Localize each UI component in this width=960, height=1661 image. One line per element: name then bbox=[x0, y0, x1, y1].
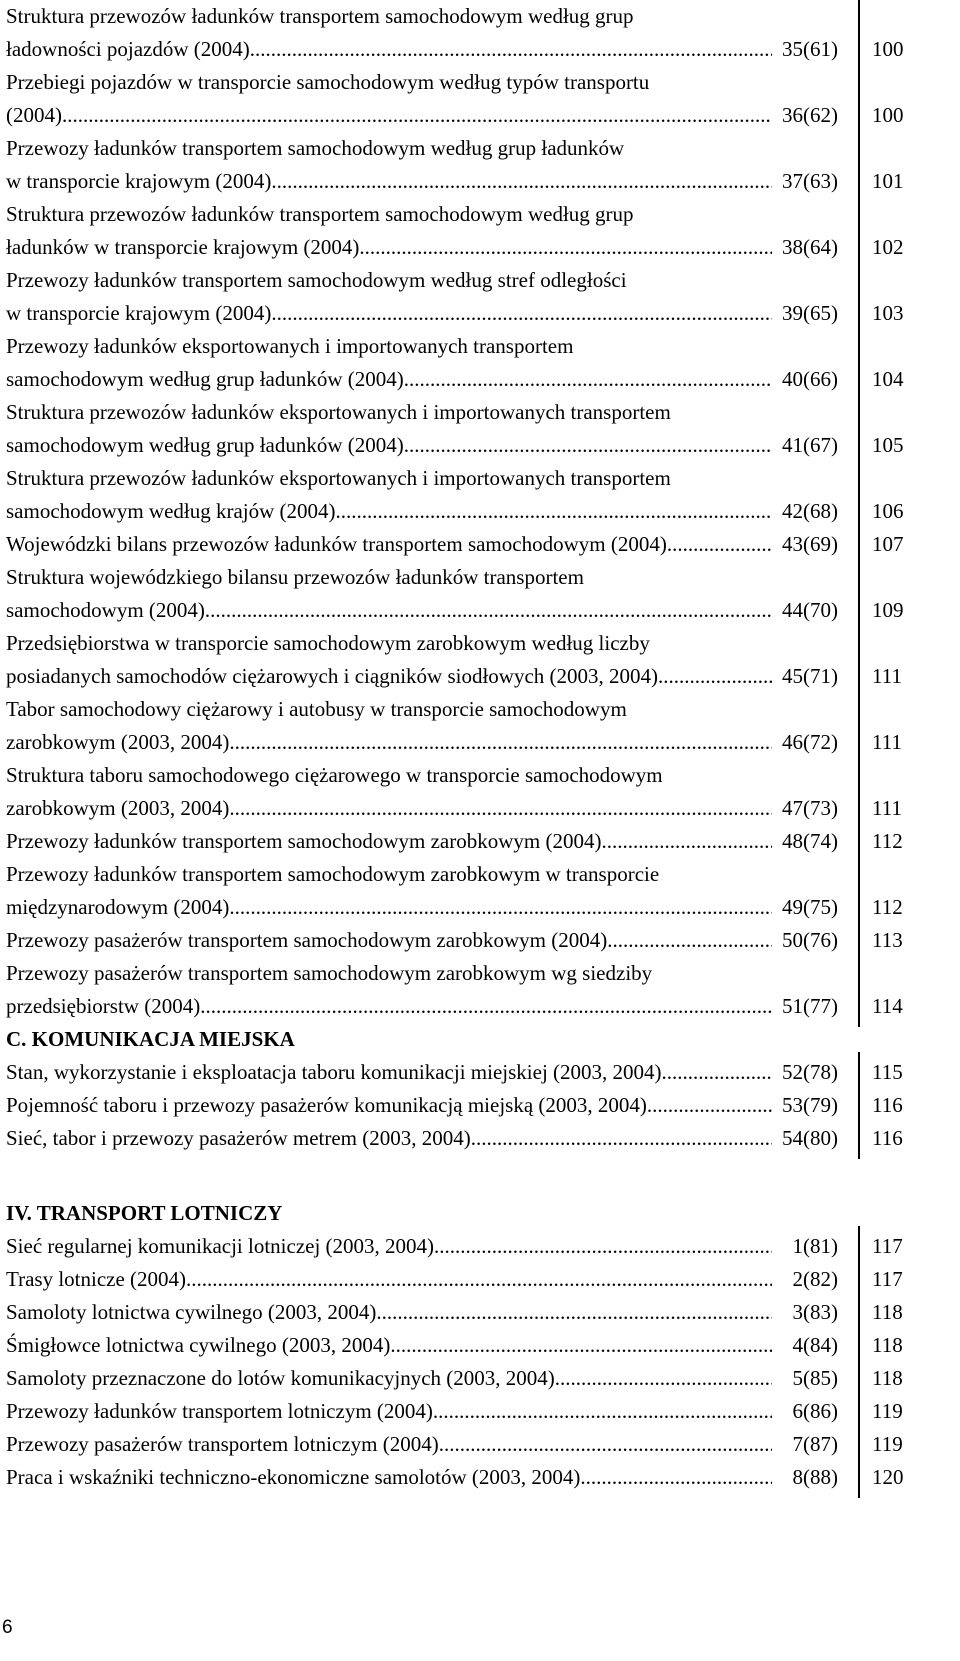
dot-leader bbox=[376, 1296, 772, 1329]
page-ref: 104 bbox=[872, 367, 904, 391]
toc-entry bbox=[0, 693, 960, 759]
entry-title: Struktura przewozów ładunków eksportowanych i importowanych transportem bbox=[6, 400, 671, 424]
entry-title: Przewozy ładunków transportem lotniczym (2004) bbox=[6, 1399, 433, 1423]
toc-entry bbox=[0, 0, 960, 66]
toc-entry bbox=[0, 198, 960, 264]
entry-title: ładowności pojazdów (2004) bbox=[6, 37, 250, 61]
table-number: 6(86) bbox=[792, 1399, 838, 1423]
table-number: 49(75) bbox=[782, 895, 838, 919]
toc-entry bbox=[0, 264, 960, 330]
toc-entry bbox=[0, 66, 960, 132]
table-number: 5(85) bbox=[792, 1366, 838, 1390]
toc-entry bbox=[0, 627, 960, 693]
entry-title: Struktura przewozów ładunków transportem samochodowym według grup bbox=[6, 202, 634, 226]
table-number: 53(79) bbox=[782, 1093, 838, 1117]
entry-title: Przedsiębiorstwa w transporcie samochodowym zarobkowym według liczby bbox=[6, 631, 650, 655]
column-divider bbox=[858, 1052, 860, 1159]
toc-entry bbox=[0, 1122, 960, 1155]
table-number: 35(61) bbox=[782, 37, 838, 61]
dot-leader bbox=[434, 1230, 772, 1263]
entry-title: Przewozy ładunków eksportowanych i importowanych transportem bbox=[6, 334, 574, 358]
section-heading: C. KOMUNIKACJA MIEJSKA bbox=[6, 1027, 295, 1051]
dot-leader bbox=[271, 165, 772, 198]
page-ref: 117 bbox=[872, 1267, 903, 1291]
table-number: 45(71) bbox=[782, 664, 838, 688]
entry-title: samochodowym (2004) bbox=[6, 598, 205, 622]
table-number: 50(76) bbox=[782, 928, 838, 952]
entry-title: przedsiębiorstw (2004) bbox=[6, 994, 201, 1018]
table-number: 39(65) bbox=[782, 301, 838, 325]
toc-entry bbox=[0, 1056, 960, 1089]
page-ref: 114 bbox=[872, 994, 903, 1018]
table-number: 3(83) bbox=[792, 1300, 838, 1324]
page-ref: 116 bbox=[872, 1126, 903, 1150]
table-number: 41(67) bbox=[782, 433, 838, 457]
dot-leader bbox=[580, 1461, 772, 1494]
table-number: 4(84) bbox=[792, 1333, 838, 1357]
table-number: 47(73) bbox=[782, 796, 838, 820]
dot-leader bbox=[433, 1395, 772, 1428]
page-ref: 102 bbox=[872, 235, 904, 259]
entry-title: Samoloty lotnictwa cywilnego (2003, 2004) bbox=[6, 1300, 377, 1324]
table-number: 54(80) bbox=[782, 1126, 838, 1150]
toc-entry bbox=[0, 759, 960, 825]
toc-entry bbox=[0, 330, 960, 396]
toc-entry bbox=[0, 1461, 960, 1494]
table-number: 42(68) bbox=[782, 499, 838, 523]
table-number: 7(87) bbox=[792, 1432, 838, 1456]
toc-section bbox=[0, 1197, 960, 1494]
entry-title: Pojemność taboru i przewozy pasażerów komunikacją miejską (2003, 2004) bbox=[6, 1093, 647, 1117]
dot-leader bbox=[271, 297, 772, 330]
page-ref: 105 bbox=[872, 433, 904, 457]
dot-leader bbox=[250, 33, 772, 66]
page-ref: 111 bbox=[872, 730, 902, 754]
entry-title: międzynarodowym (2004) bbox=[6, 895, 230, 919]
toc-entry bbox=[0, 528, 960, 561]
entry-title: Sieć, tabor i przewozy pasażerów metrem (2003, 2004) bbox=[6, 1126, 471, 1150]
entry-title: zarobkowym (2003, 2004) bbox=[6, 796, 230, 820]
page-ref: 118 bbox=[872, 1333, 903, 1357]
page-ref: 118 bbox=[872, 1300, 903, 1324]
toc-entry bbox=[0, 561, 960, 627]
toc-entry bbox=[0, 132, 960, 198]
page-ref: 111 bbox=[872, 796, 902, 820]
page-ref: 112 bbox=[872, 829, 903, 853]
table-number: 38(64) bbox=[782, 235, 838, 259]
entry-title: samochodowym według grup ładunków (2004) bbox=[6, 433, 404, 457]
toc-entry bbox=[0, 924, 960, 957]
entry-title: ładunków w transporcie krajowym (2004) bbox=[6, 235, 360, 259]
dot-leader bbox=[186, 1263, 772, 1296]
toc-entry bbox=[0, 1395, 960, 1428]
entry-title: Przewozy pasażerów transportem samochodowym zarobkowym wg siedziby bbox=[6, 961, 653, 985]
dot-leader bbox=[229, 792, 772, 825]
dot-leader bbox=[404, 363, 772, 396]
entry-title: Struktura wojewódzkiego bilansu przewozów ładunków transportem bbox=[6, 565, 584, 589]
dot-leader bbox=[404, 429, 772, 462]
table-number: 40(66) bbox=[782, 367, 838, 391]
dot-leader bbox=[555, 1362, 772, 1395]
toc-entry bbox=[0, 858, 960, 924]
toc-entries bbox=[0, 1056, 960, 1155]
entry-title: w transporcie krajowym (2004) bbox=[6, 301, 272, 325]
entry-title: Struktura przewozów ładunków transportem samochodowym według grup bbox=[6, 4, 634, 28]
toc-entry bbox=[0, 1230, 960, 1263]
table-number: 36(62) bbox=[782, 103, 838, 127]
entry-title: Struktura taboru samochodowego ciężarowego w transporcie samochodowym bbox=[6, 763, 663, 787]
dot-leader bbox=[229, 726, 772, 759]
toc-entry bbox=[0, 396, 960, 462]
entry-title: Tabor samochodowy ciężarowy i autobusy w transporcie samochodowym bbox=[6, 697, 627, 721]
entry-title: samochodowym według krajów (2004) bbox=[6, 499, 336, 523]
toc-entry bbox=[0, 1089, 960, 1122]
page-ref: 113 bbox=[872, 928, 903, 952]
page-ref: 116 bbox=[872, 1093, 903, 1117]
page-ref: 106 bbox=[872, 499, 904, 523]
column-divider bbox=[858, 0, 860, 1027]
table-number: 37(63) bbox=[782, 169, 838, 193]
toc-entries bbox=[0, 1230, 960, 1494]
table-number: 43(69) bbox=[782, 532, 838, 556]
entry-title: Samoloty przeznaczone do lotów komunikacyjnych (2003, 2004) bbox=[6, 1366, 555, 1390]
toc-entry bbox=[0, 1428, 960, 1461]
table-number: 48(74) bbox=[782, 829, 838, 853]
table-number: 2(82) bbox=[792, 1267, 838, 1291]
entry-title: samochodowym według grup ładunków (2004) bbox=[6, 367, 404, 391]
dot-leader bbox=[62, 99, 772, 132]
page-ref: 100 bbox=[872, 103, 904, 127]
entry-title: Struktura przewozów ładunków eksportowanych i importowanych transportem bbox=[6, 466, 671, 490]
entry-title: Przewozy ładunków transportem samochodowym według grup ładunków bbox=[6, 136, 625, 160]
dot-leader bbox=[336, 495, 772, 528]
page-ref: 103 bbox=[872, 301, 904, 325]
entry-title: Trasy lotnicze (2004) bbox=[6, 1267, 187, 1291]
page-ref: 111 bbox=[872, 664, 902, 688]
page-ref: 120 bbox=[872, 1465, 904, 1489]
dot-leader bbox=[601, 825, 772, 858]
toc-entry bbox=[0, 1329, 960, 1362]
entry-title: Przewozy ładunków transportem samochodowym zarobkowym w transporcie bbox=[6, 862, 660, 886]
page-ref: 100 bbox=[872, 37, 904, 61]
toc-entry bbox=[0, 957, 960, 1023]
entry-title: Śmigłowce lotnictwa cywilnego (2003, 2004) bbox=[6, 1333, 391, 1357]
dot-leader bbox=[205, 594, 772, 627]
page-ref: 119 bbox=[872, 1432, 903, 1456]
page-ref: 101 bbox=[872, 169, 904, 193]
entry-title: posiadanych samochodów ciężarowych i ciągników siodłowych (2003, 2004) bbox=[6, 664, 659, 688]
page-number: 6 bbox=[2, 1617, 13, 1638]
page-ref: 117 bbox=[872, 1234, 903, 1258]
entry-title: Sieć regularnej komunikacji lotniczej (2003, 2004) bbox=[6, 1234, 435, 1258]
table-number: 46(72) bbox=[782, 730, 838, 754]
table-number: 1(81) bbox=[792, 1234, 838, 1258]
toc-entry bbox=[0, 1296, 960, 1329]
section-spacer bbox=[0, 1155, 960, 1197]
column-divider bbox=[858, 1226, 860, 1498]
entry-title: Przewozy pasażerów transportem samochodowym zarobkowym (2004) bbox=[6, 928, 608, 952]
entry-title: (2004) bbox=[6, 103, 62, 127]
dot-leader bbox=[359, 231, 772, 264]
dot-leader bbox=[200, 990, 772, 1023]
table-number: 51(77) bbox=[782, 994, 838, 1018]
dot-leader bbox=[439, 1428, 772, 1461]
toc-entry bbox=[0, 1362, 960, 1395]
entry-title: Przebiegi pojazdów w transporcie samochodowym według typów transportu bbox=[6, 70, 650, 94]
toc-entry bbox=[0, 462, 960, 528]
entry-title: Praca i wskaźniki techniczno-ekonomiczne samolotów (2003, 2004) bbox=[6, 1465, 581, 1489]
entry-title: zarobkowym (2003, 2004) bbox=[6, 730, 230, 754]
entry-title: Przewozy ładunków transportem samochodowym zarobkowym (2004) bbox=[6, 829, 602, 853]
page-ref: 115 bbox=[872, 1060, 903, 1084]
entry-title: Stan, wykorzystanie i eksploatacja taboru komunikacji miejskiej (2003, 2004) bbox=[6, 1060, 662, 1084]
entry-title: Przewozy ładunków transportem samochodowym według stref odległości bbox=[6, 268, 627, 292]
page-ref: 119 bbox=[872, 1399, 903, 1423]
toc-entry bbox=[0, 1263, 960, 1296]
entry-title: w transporcie krajowym (2004) bbox=[6, 169, 272, 193]
toc-entry bbox=[0, 825, 960, 858]
entry-title: Przewozy pasażerów transportem lotniczym (2004) bbox=[6, 1432, 439, 1456]
section-heading: IV. TRANSPORT LOTNICZY bbox=[6, 1201, 283, 1225]
page-ref: 118 bbox=[872, 1366, 903, 1390]
table-number: 8(88) bbox=[792, 1465, 838, 1489]
page-ref: 112 bbox=[872, 895, 903, 919]
dot-leader bbox=[229, 891, 772, 924]
entry-title: Wojewódzki bilans przewozów ładunków transportem samochodowym (2004) bbox=[6, 532, 667, 556]
dot-leader bbox=[471, 1122, 772, 1155]
page-ref: 109 bbox=[872, 598, 904, 622]
toc-section bbox=[0, 1023, 960, 1155]
table-number: 52(78) bbox=[782, 1060, 838, 1084]
dot-leader bbox=[390, 1329, 772, 1362]
table-number: 44(70) bbox=[782, 598, 838, 622]
page-ref: 107 bbox=[872, 532, 904, 556]
